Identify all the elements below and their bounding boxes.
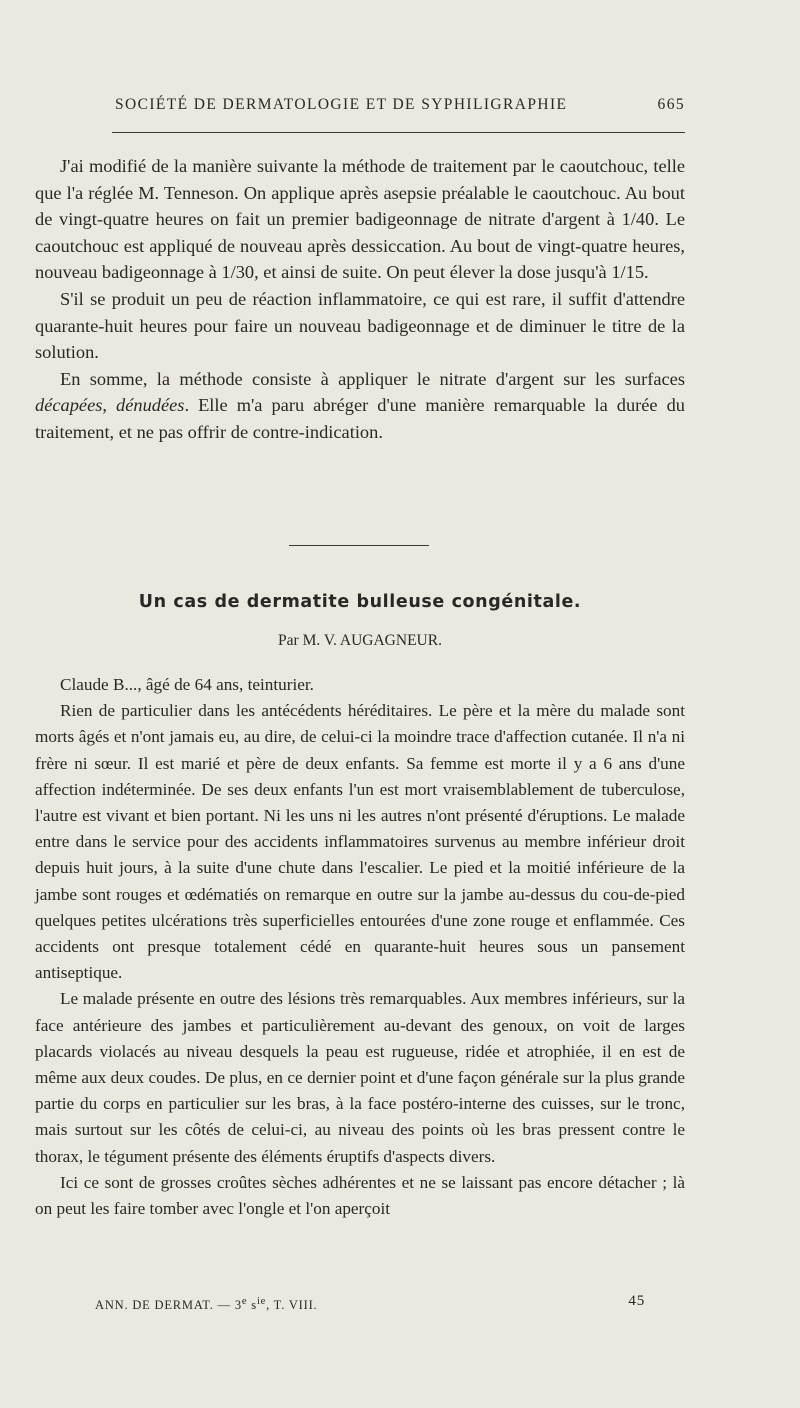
paragraph: S'il se produit un peu de réaction inflammatoire, ce qui est rare, il suffit d'attendre quarante-huit heures pour faire un nouveau badigeonnage et de diminuer le titre de la solution. — [35, 288, 685, 363]
running-title: SOCIÉTÉ DE DERMATOLOGIE ET DE SYPHILIGRAPHIE — [115, 96, 568, 113]
page-footer — [95, 1293, 645, 1313]
running-head — [115, 96, 685, 114]
previous-article-text — [35, 153, 685, 446]
italic-term: dénudées — [116, 395, 185, 416]
paragraph: Ici ce sont de grosses croûtes sèches adhérentes et ne se laissant pas encore détacher ; là on peut les faire tomber avec l'ongle et l'on aperçoit — [35, 1172, 685, 1219]
signature-number: 45 — [628, 1293, 645, 1309]
paragraph: J'ai modifié de la manière suivante la méthode de traitement par le caoutchouc, telle que l'a réglée M. Tenneson. On applique après asepsie préalable le caoutchouc. Au bout de vingt-quatre heures on fait un premier badigeonnage de nitrate d'argent à 1/40. Le caoutchouc est appliqué de nouveau après dessiccation. Au bout de vingt-quatre heures, nouveau badigeonnage à 1/30, et ainsi de suite. On peut élever la dose jusqu'à 1/15. — [35, 156, 685, 283]
paragraph: Rien de particulier dans les antécédents héréditaires. Le père et la mère du malade sont morts âgés et n'ont jamais eu, au dire, de celui-ci la moindre trace d'affection cutanée. Il n'a ni frère ni sœur. Il est marié et père de deux enfants. Sa femme est morte il y a 6 ans d'une affection indéterminée. De ses deux enfants l'un est mort vraisemblablement de tuberculose, l'autre est vivant et bien portant. Ni les uns ni les autres n'ont présenté d'éruptions. Le malade entre dans le service pour des accidents inflammatoires survenus au membre inférieur droit depuis huit jours, à la suite d'une chute dans l'escalier. Le pied et la moitié inférieure de la jambe sont rouges et œdématiés on remarque en outre sur la jambe au-dessus du cou-de-pied quelques petites ulcérations très superficielles entourées d'une zone rouge et enflammée. Ces accidents ont presque totalement cédé en quarante-huit heures sous un pansement antiseptique. — [35, 701, 685, 983]
italic-term: décapées — [35, 395, 103, 416]
paragraph: Le malade présente en outre des lésions très remarquables. Aux membres inférieurs, sur la face antérieure des jambes et particulièrement au-devant des genoux, on voit de larges placards violacés au niveau desquels la peau est rugueuse, ridée et atrophiée, il en est de même aux deux coudes. De plus, en ce dernier point et d'une façon générale sur la plus grande partie du corps en particulier sur les bras, à la face postéro-interne des cuisses, sur le tronc, mais surtout sur les côtés de celui-ci, au niveau des points où les bras pressent contre le thorax, le tégument présente des éléments éruptifs d'aspects divers. — [35, 989, 685, 1166]
section-divider — [289, 545, 429, 546]
article-text — [35, 672, 685, 1222]
paragraph: Claude B..., âgé de 64 ans, teinturier. — [60, 675, 314, 694]
page-number: 665 — [657, 96, 685, 113]
journal-reference: ANN. DE DERMAT. — 3e $s^{ie}$, T. VIII. — [95, 1296, 318, 1313]
paragraph: En somme, la méthode consiste à appliquer le nitrate d'argent sur les surfaces décapées, dénudées. Elle m'a paru abréger d'une manière remarquable la durée du traitement, et ne pas offrir de contre-indication. — [35, 368, 685, 442]
header-rule — [112, 132, 685, 133]
article-title: Un cas de dermatite bulleuse congénitale. — [138, 592, 582, 612]
article-byline: Par M. V. AUGAGNEUR. — [278, 632, 442, 649]
